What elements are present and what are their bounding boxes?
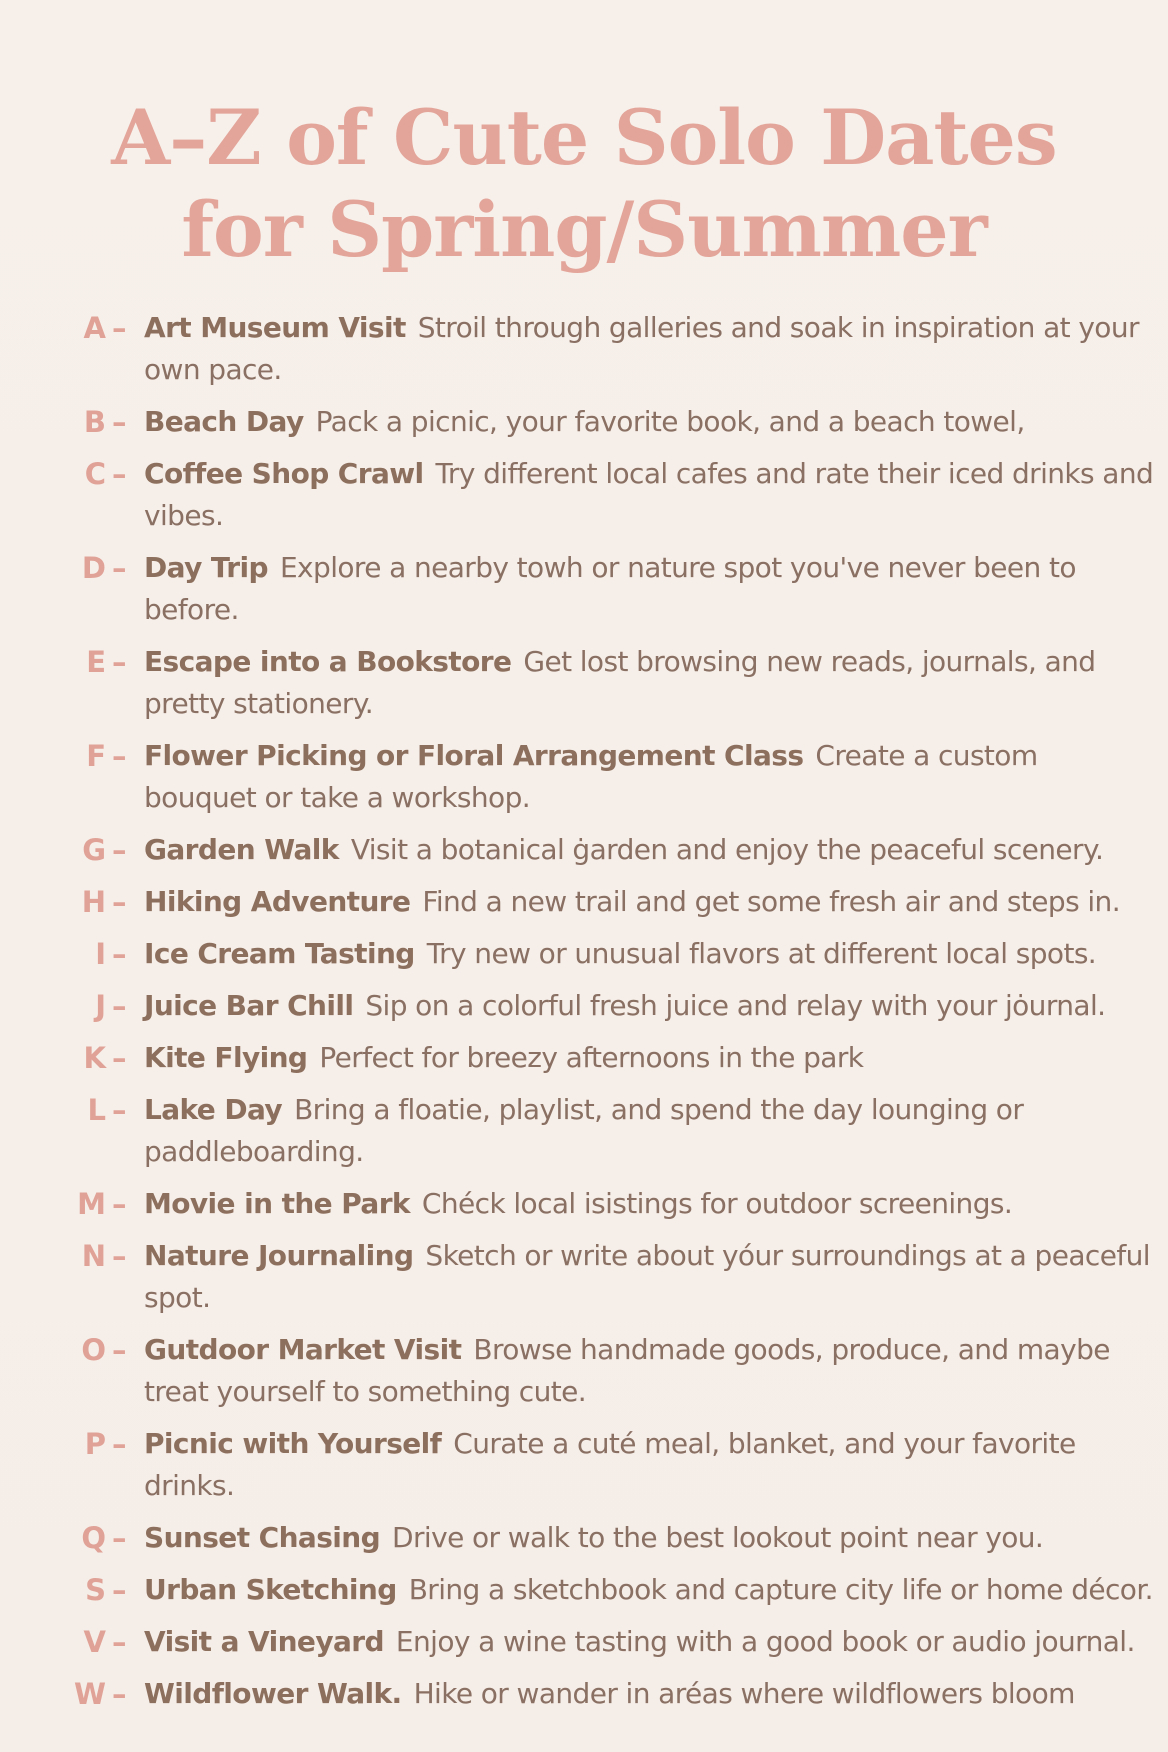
item-dash: – <box>112 1041 127 1075</box>
item-name: Visit a Vineyard <box>144 1625 384 1658</box>
list-item <box>0 933 1168 975</box>
item-letter: N <box>81 1239 106 1273</box>
list-item <box>0 1183 1168 1225</box>
item-letter: W <box>74 1677 106 1711</box>
item-body <box>144 735 1154 819</box>
item-letter: Q <box>81 1521 106 1555</box>
item-letter: M <box>77 1187 106 1221</box>
item-body <box>144 453 1154 537</box>
item-letter: J <box>95 989 106 1023</box>
item-name: Nature Journaling <box>144 1239 414 1272</box>
item-letter: S <box>85 1573 106 1607</box>
item-name: Day Trip <box>144 551 268 584</box>
item-body <box>144 1517 1154 1559</box>
item-name: Ice Cream Tasting <box>144 937 415 970</box>
item-name: Flower Picking or Floral Arrangement Class <box>144 739 804 772</box>
item-name: Kite Flying <box>144 1041 308 1074</box>
item-letter: C <box>84 457 106 491</box>
item-name: Juice Bar Chill <box>144 989 354 1022</box>
item-name: Gutdoor Market Visit <box>144 1333 462 1366</box>
item-dash: – <box>112 1239 127 1273</box>
item-name: Coffee Shop Crawl <box>144 457 424 490</box>
item-body <box>144 1423 1154 1507</box>
title-line-2: for Spring/Summer <box>181 185 987 274</box>
item-letter: P <box>84 1427 106 1461</box>
title-line-1: A–Z of Cute Solo Dates <box>111 93 1057 182</box>
item-dash: – <box>112 1427 127 1461</box>
item-description: Curate a cuté meal, blanket, and your favorite drinks. <box>144 1427 1076 1502</box>
item-description: Explore a nearby towh or nature spot you've never been to before. <box>144 551 1076 626</box>
solo-date-list <box>0 307 1168 1725</box>
item-description: Visit a botanical ġarden and enjoy the peaceful scenery. <box>350 833 1104 866</box>
item-body <box>144 1037 1154 1079</box>
item-dash: – <box>112 1677 127 1711</box>
item-description: Browse handmade goods, produce, and maybe treat yourself to something cute. <box>144 1333 1110 1408</box>
item-body <box>144 829 1154 871</box>
item-name: Sunset Chasing <box>144 1521 381 1554</box>
item-description: Get lost browsing new reads, journals, and pretty stationery. <box>144 645 1096 720</box>
list-item <box>0 1089 1168 1173</box>
item-dash: – <box>112 833 127 867</box>
item-letter: E <box>86 645 106 679</box>
item-letter: L <box>87 1093 106 1127</box>
item-name: Wildflower Walk. <box>144 1677 402 1710</box>
item-description: Perfect for breezy afternoons in the park <box>319 1041 864 1074</box>
item-name: Picnic with Yourself <box>144 1427 442 1460</box>
item-dash: – <box>112 1625 127 1659</box>
list-item <box>0 307 1168 391</box>
item-letter: G <box>82 833 106 867</box>
list-item <box>0 1235 1168 1319</box>
item-letter: K <box>83 1041 106 1075</box>
list-item <box>0 401 1168 443</box>
item-body <box>144 933 1154 975</box>
item-letter: V <box>83 1625 106 1659</box>
item-name: Hiking Adventure <box>144 885 411 918</box>
item-dash: – <box>112 1521 127 1555</box>
item-letter: O <box>81 1333 106 1367</box>
item-description: Sketch or write about yóur surroundings at a peaceful spot. <box>144 1239 1150 1314</box>
item-letter: B <box>83 405 106 439</box>
page-title <box>0 92 1168 276</box>
item-name: Art Museum Visit <box>144 311 406 344</box>
item-body <box>144 307 1154 391</box>
item-dash: – <box>112 739 127 773</box>
item-description: Try different local cafes and rate their iced drinks and vibes. <box>144 457 1154 532</box>
list-item <box>0 1329 1168 1413</box>
item-dash: – <box>112 311 127 345</box>
item-dash: – <box>112 1573 127 1607</box>
item-name: Garden Walk <box>144 833 339 866</box>
list-item <box>0 453 1168 537</box>
item-description: Bring a sketchbook and capture city life or home décor. <box>408 1573 1153 1606</box>
list-item <box>0 1037 1168 1079</box>
item-description: Enjoy a wine tasting with a good book or audio journal. <box>395 1625 1135 1658</box>
list-item <box>0 881 1168 923</box>
item-letter: D <box>81 551 106 585</box>
item-body <box>144 1183 1154 1225</box>
item-description: Drive or walk to the best lookout point near you. <box>392 1521 1044 1554</box>
item-dash: – <box>112 937 127 971</box>
item-dash: – <box>112 885 127 919</box>
list-item <box>0 1673 1168 1715</box>
item-body <box>144 641 1154 725</box>
item-dash: – <box>112 989 127 1023</box>
item-name: Lake Day <box>144 1093 283 1126</box>
list-item <box>0 735 1168 819</box>
item-description: Pack a picnic, your favorite book, and a beach towel, <box>315 405 1025 438</box>
list-item <box>0 547 1168 631</box>
list-item <box>0 1569 1168 1611</box>
item-dash: – <box>112 457 127 491</box>
item-description: Create a custom bouquet or take a workshop. <box>144 739 1038 814</box>
item-letter: I <box>95 937 106 971</box>
item-body <box>144 881 1154 923</box>
item-dash: – <box>112 1093 127 1127</box>
item-body <box>144 1673 1154 1715</box>
item-name: Escape into a Bookstore <box>144 645 512 678</box>
item-body <box>144 1569 1154 1611</box>
list-item <box>0 1621 1168 1663</box>
item-body <box>144 985 1154 1027</box>
list-item <box>0 641 1168 725</box>
item-description: Stroil through galleries and soak in inspiration at your own pace. <box>144 311 1139 386</box>
item-dash: – <box>112 645 127 679</box>
item-name: Beach Day <box>144 405 304 438</box>
item-description: Hike or wander in aréas where wildflowers bloom <box>413 1677 1075 1710</box>
item-description: Find a new trail and get some fresh air and steps in. <box>422 885 1120 918</box>
item-letter: F <box>86 739 106 773</box>
item-letter: H <box>81 885 106 919</box>
item-name: Movie in the Park <box>144 1187 410 1220</box>
list-item <box>0 985 1168 1027</box>
item-description: Chéck local isistings for outdoor screenings. <box>421 1187 1013 1220</box>
list-item <box>0 1423 1168 1507</box>
item-body <box>144 401 1154 443</box>
item-body <box>144 1621 1154 1663</box>
item-description: Bring a floatie, playlist, and spend the day lounging or paddleboarding. <box>144 1093 1024 1168</box>
item-body <box>144 1329 1154 1413</box>
item-dash: – <box>112 405 127 439</box>
item-description: Sip on a colorful fresh juice and relay with your jȯurnal. <box>365 989 1106 1022</box>
item-body <box>144 547 1154 631</box>
item-dash: – <box>112 1187 127 1221</box>
item-description: Try new or unusual flavors at different local spots. <box>426 937 1097 970</box>
item-letter: A <box>83 311 106 345</box>
item-dash: – <box>112 1333 127 1367</box>
list-item <box>0 1517 1168 1559</box>
item-name: Urban Sketching <box>144 1573 397 1606</box>
item-body <box>144 1089 1154 1173</box>
list-item <box>0 829 1168 871</box>
item-body <box>144 1235 1154 1319</box>
item-dash: – <box>112 551 127 585</box>
